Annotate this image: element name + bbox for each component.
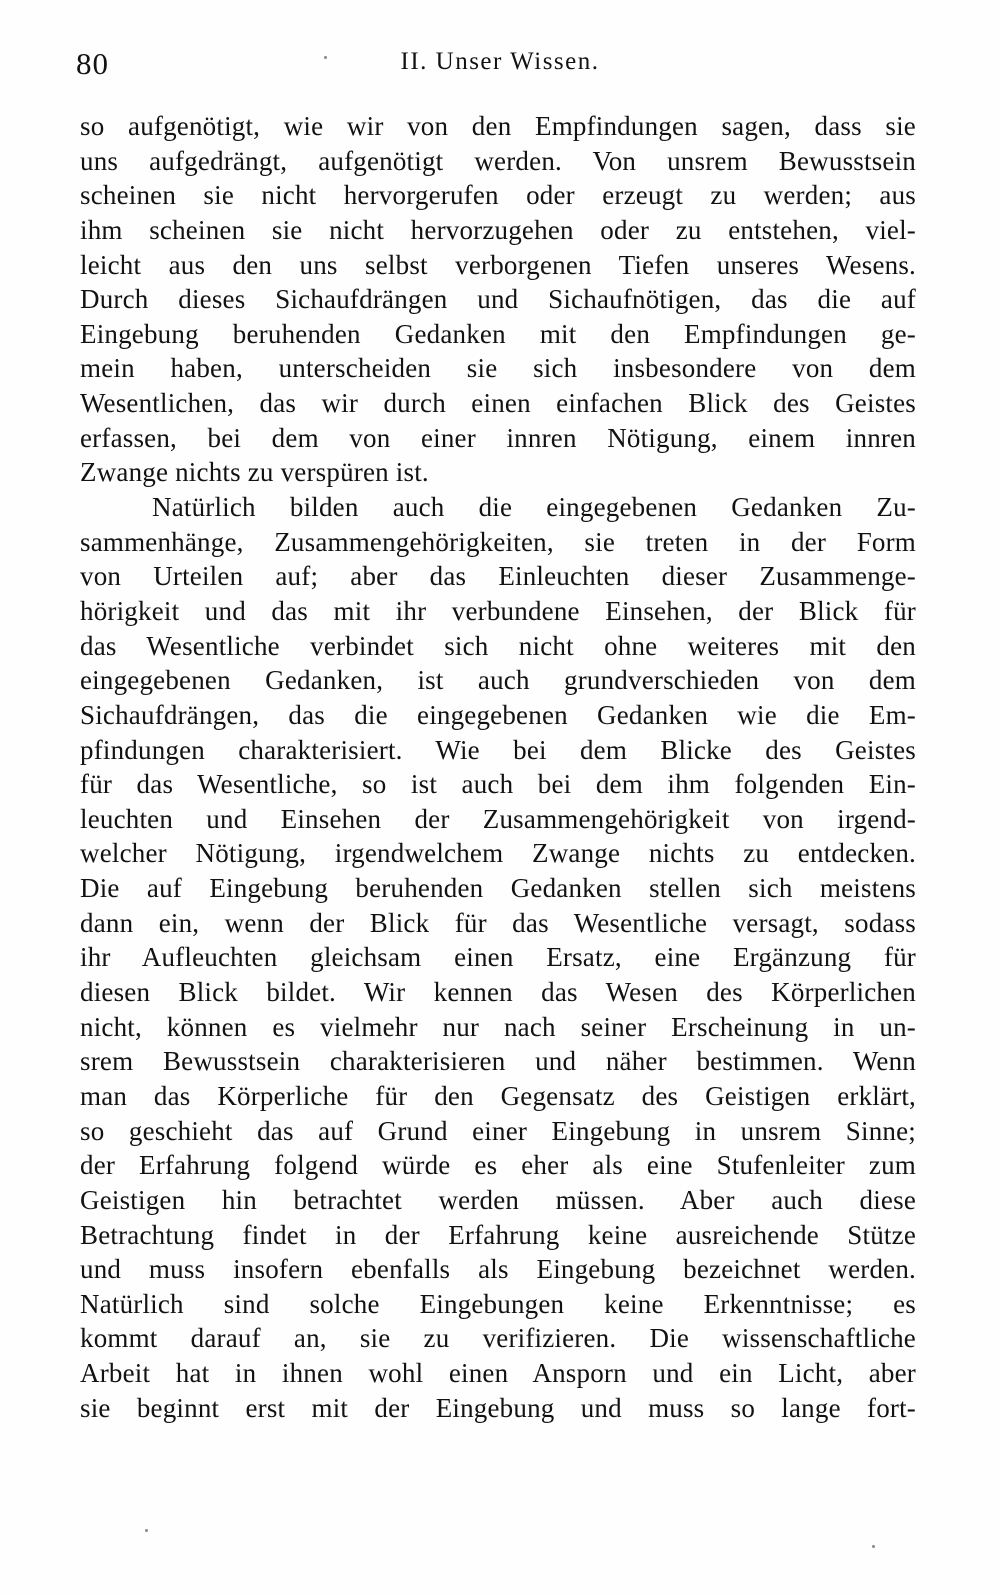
text-line: für das Wesentliche, so ist auch bei dem ihm folgenden Ein- xyxy=(80,769,916,800)
body-text xyxy=(80,109,916,1425)
text-line: so geschieht das auf Grund einer Eingebung in unsrem Sinne; xyxy=(80,1115,916,1146)
text-line: Betrachtung findet in der Erfahrung keine ausreichende Stütze xyxy=(80,1219,916,1250)
text-line: mein haben, unterscheiden sie sich insbesondere von dem xyxy=(80,353,916,384)
running-title: II. Unser Wissen. xyxy=(400,48,600,75)
text-line: scheinen sie nicht hervorgerufen oder erzeugt zu werden; aus xyxy=(80,180,916,211)
text-line: so aufgenötigt, wie wir von den Empfindungen sagen, dass sie xyxy=(80,111,916,141)
text-line: ihr Aufleuchten gleichsam einen Ersatz, eine Ergänzung für xyxy=(80,942,916,973)
text-line: Arbeit hat in ihnen wohl einen Ansporn und ein Licht, aber xyxy=(80,1358,916,1389)
scan-speck xyxy=(872,1545,875,1548)
text-line: Zwange nichts zu verspüren ist. xyxy=(80,457,429,488)
text-line: dann ein, wenn der Blick für das Wesentliche versagt, sodass xyxy=(80,907,916,938)
text-line: diesen Blick bildet. Wir kennen das Wesen des Körperlichen xyxy=(80,977,916,1008)
page-number: 80 xyxy=(76,46,109,81)
text-line: uns aufgedrängt, aufgenötigt werden. Von unsrem Bewusstsein xyxy=(80,145,916,176)
text-line: der Erfahrung folgend würde es eher als eine Stufenleiter zum xyxy=(80,1150,916,1181)
text-line: Geistigen hin betrachtet werden müssen. Aber auch diese xyxy=(80,1184,916,1215)
text-line: leuchten und Einsehen der Zusammengehörigkeit von irgend- xyxy=(80,803,916,834)
text-line: Durch dieses Sichaufdrängen und Sichaufnötigen, das die auf xyxy=(80,284,916,315)
text-line: Natürlich bilden auch die eingegebenen Gedanken Zu- xyxy=(152,492,916,523)
text-line: sammenhänge, Zusammengehörigkeiten, sie treten in der Form xyxy=(80,526,916,557)
text-line: man das Körperliche für den Gegensatz des Geistigen erklärt, xyxy=(80,1080,916,1111)
text-line: erfassen, bei dem von einer innren Nötigung, einem innren xyxy=(80,422,916,453)
text-line: Sichaufdrängen, das die eingegebenen Gedanken wie die Em- xyxy=(80,699,916,730)
text-line: eingegebenen Gedanken, ist auch grundverschieden von dem xyxy=(80,665,916,696)
text-line: von Urteilen auf; aber das Einleuchten dieser Zusammenge- xyxy=(80,561,916,592)
text-line: das Wesentliche verbindet sich nicht ohne weiteres mit den xyxy=(80,630,916,661)
scan-speck xyxy=(324,56,327,59)
text-line: und muss insofern ebenfalls als Eingebung bezeichnet werden. xyxy=(80,1254,916,1285)
text-line: Natürlich sind solche Eingebungen keine Erkenntnisse; es xyxy=(80,1288,916,1319)
text-line: sie beginnt erst mit der Eingebung und muss so lange fort- xyxy=(80,1392,916,1423)
page-header xyxy=(0,44,1000,84)
text-line: srem Bewusstsein charakterisieren und näher bestimmen. Wenn xyxy=(80,1046,916,1077)
text-line: Eingebung beruhenden Gedanken mit den Empfindungen ge- xyxy=(80,318,916,349)
text-line: hörigkeit und das mit ihr verbundene Einsehen, der Blick für xyxy=(80,595,916,626)
text-line: Die auf Eingebung beruhenden Gedanken stellen sich meistens xyxy=(80,873,916,904)
text-line: nicht, können es vielmehr nur nach seiner Erscheinung in un- xyxy=(80,1011,916,1042)
text-line: welcher Nötigung, irgendwelchem Zwange nichts zu entdecken. xyxy=(80,838,916,869)
text-line: kommt darauf an, sie zu verifizieren. Die wissenschaftliche xyxy=(80,1323,916,1354)
text-line: ihm scheinen sie nicht hervorzugehen oder zu entstehen, viel- xyxy=(80,214,916,245)
scan-speck xyxy=(145,1529,148,1532)
text-line: Wesentlichen, das wir durch einen einfachen Blick des Geistes xyxy=(80,388,916,419)
text-line: leicht aus den uns selbst verborgenen Tiefen unseres Wesens. xyxy=(80,249,916,280)
text-line: pfindungen charakterisiert. Wie bei dem Blicke des Geistes xyxy=(80,734,916,765)
